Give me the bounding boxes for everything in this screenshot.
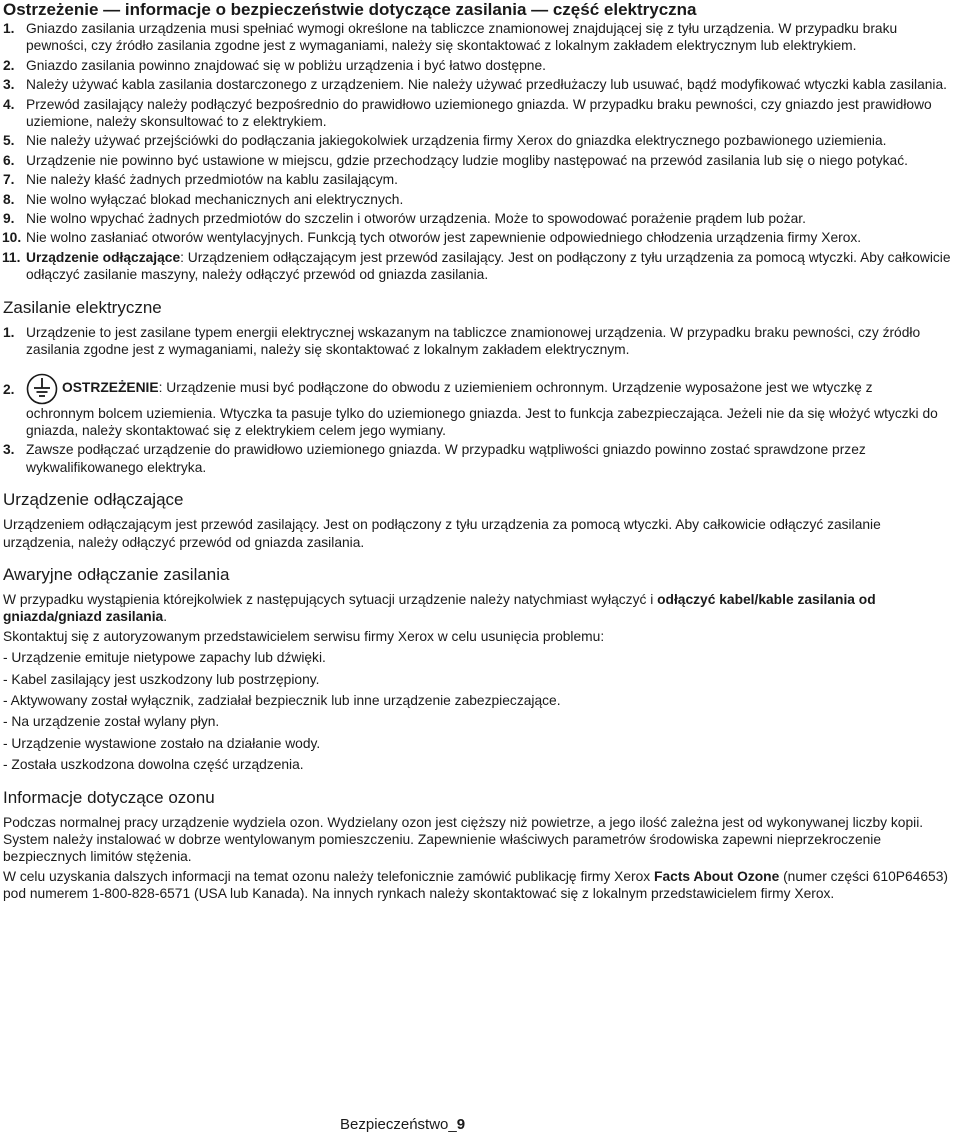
item-text: Należy używać kabla zasilania dostarczonego z urządzeniem. Nie należy używać przedłużaczy lub usuwać, bądź modyfikować wtyczki kabla zasilania.	[26, 77, 947, 93]
item-number: 5.	[3, 133, 15, 149]
item-number: 1.	[3, 324, 15, 340]
list-item: - Kabel zasilający jest uszkodzony lub postrzępiony.	[3, 671, 320, 687]
emergency-intro-text: W przypadku wystąpienia którejkolwiek z następujących sytuacji urządzenie należy natychmiast wyłączyć i	[3, 591, 658, 607]
list-item: - Aktywowany został wyłącznik, zadziałał bezpiecznik lub inne urządzenie zabezpieczające.	[3, 692, 561, 708]
section-heading-ozone: Informacje dotyczące ozonu	[3, 787, 215, 807]
ozone-text-end: (numer części 610P64653) pod numerem 1-800-828-6571 (USA lub Kanada). Na innych rynkach należy skontaktować się z lokalnym przedstawicielem firmy Xerox.	[3, 868, 948, 902]
list-item	[3, 96, 953, 131]
item-text: Urządzenie nie powinno być ustawione w miejscu, gdzie przechodzący ludzie mogliby następować na przewód zasilania lub się o niego potykać.	[26, 152, 908, 168]
item-number: 6.	[3, 152, 15, 168]
item-number: 11.	[2, 249, 21, 265]
emergency-list	[3, 649, 953, 773]
ozone-paragraph-2	[3, 868, 953, 903]
item-text-continued: ochronnym bolcem uziemienia. Wtyczka ta pasuje tylko do uziemionego gniazda. Jest to funkcja zabezpieczająca. Jeżeli nie da się włożyć wtyczki do gniazda, należy skontaktować się z elektrykiem celem jego wymiany.	[26, 405, 938, 438]
list-item	[3, 191, 953, 208]
item-text: : Urządzeniem odłączającym jest przewód zasilający. Jest on podłączony z tyłu urządzenia za pomocą wtyczki. Aby całkowicie odłączyć zasilanie maszyny, należy odłączyć przewód od gniazda zasilania.	[26, 249, 951, 283]
warning-label: OSTRZEŻENIE	[62, 379, 159, 395]
list-item	[3, 57, 953, 74]
item-number: 9.	[3, 211, 15, 227]
list-item	[3, 20, 953, 55]
item-text: Gniazdo zasilania urządzenia musi spełniać wymogi określone na tabliczce znamionowej znajdującej się z tyłu urządzenia. W przypadku braku pewności, czy źródło zasilania zgodne jest z wymaganiami, należy się skontaktować z lokalnym zakładem elektrycznym lub elektrykiem.	[26, 21, 898, 54]
warning-row	[26, 373, 953, 405]
list-item	[3, 373, 953, 440]
page-number: 9	[456, 1116, 466, 1133]
list-item	[3, 210, 953, 227]
emergency-intro-bold: odłączyć kabel/kable zasilania od gniazda/gniazd zasilania	[3, 591, 876, 625]
list-item: - Urządzenie emituje nietypowe zapachy lub dźwięki.	[3, 650, 326, 666]
item-text: Gniazdo zasilania powinno znajdować się w pobliżu urządzenia i być łatwo dostępne.	[26, 57, 546, 73]
item-bold-label: Urządzenie odłączające	[26, 249, 181, 265]
item-text: Urządzenie to jest zasilane typem energii elektrycznej wskazanym na tabliczce znamionowej urządzenia. W przypadku braku pewności, czy źródło zasilania zgodne jest z wymaganiami, należy się skontaktować z lokalnym zakładem elektrycznym.	[26, 324, 921, 358]
list-item	[3, 132, 953, 149]
item-number: 8.	[3, 191, 15, 207]
protective-earth-icon	[26, 373, 58, 405]
ozone-publication-title: Facts About Ozone	[654, 868, 780, 884]
item-number: 3.	[3, 442, 15, 458]
emergency-contact: Skontaktuj się z autoryzowanym przedstawicielem serwisu firmy Xerox w celu usunięcia problemu:	[3, 628, 605, 644]
item-number: 7.	[3, 172, 15, 188]
list-item: - Na urządzenie został wylany płyn.	[3, 714, 220, 730]
item-text: Przewód zasilający należy podłączyć bezpośrednio do prawidłowo uziemionego gniazda. W przypadku braku pewności, czy gniazdo jest prawidłowo uziemione, należy skonsultować to z elektrykiem.	[26, 96, 932, 130]
item-text: Nie wolno wpychać żadnych przedmiotów do szczelin i otworów urządzenia. Może to spowodować porażenie prądem lub pożar.	[26, 211, 806, 227]
item-text: Nie należy używać przejściówki do podłączania jakiegokolwiek urządzenia firmy Xerox do gniazdka elektrycznego pozbawionego uziemienia.	[26, 133, 887, 149]
footer-section: Bezpieczeństwo_	[340, 1116, 457, 1133]
list-item	[3, 229, 953, 246]
list-item: - Została uszkodzona dowolna część urządzenia.	[3, 757, 304, 773]
power-warnings-list	[3, 20, 953, 284]
item-text: Zawsze podłączać urządzenie do prawidłowo uziemionego gniazda. W przypadku wątpliwości gniazdo powinno zostać sprawdzone przez wykwalifikowanego elektryka.	[26, 442, 866, 475]
item-text: : Urządzenie musi być podłączone do obwodu z uziemieniem ochronnym. Urządzenie wyposażone jest we wtyczkę z	[158, 379, 873, 395]
page-title: Ostrzeżenie — informacje o bezpieczeństwie dotyczące zasilania — część elektryczna	[3, 0, 697, 19]
list-item	[3, 324, 953, 359]
item-number: 2.	[3, 57, 15, 73]
section-heading-disconnect: Urządzenie odłączające	[3, 490, 184, 510]
item-text: Nie należy kłaść żadnych przedmiotów na kablu zasilającym.	[26, 172, 398, 188]
list-item	[3, 441, 953, 476]
list-item: - Urządzenie wystawione zostało na działanie wody.	[3, 735, 321, 751]
list-item	[3, 152, 953, 169]
item-text: Nie wolno zasłaniać otworów wentylacyjnych. Funkcją tych otworów jest zapewnienie odpowiedniego chłodzenia urządzenia firmy Xerox.	[26, 230, 862, 246]
power-list	[3, 324, 953, 476]
item-number: 2.	[3, 381, 15, 397]
emergency-intro	[3, 591, 953, 626]
item-number: 4.	[3, 96, 15, 112]
warning-first-line	[62, 373, 873, 396]
list-item	[3, 249, 953, 284]
document-page	[3, 0, 953, 905]
list-item	[3, 76, 953, 93]
item-number: 3.	[3, 77, 15, 93]
item-number: 10.	[2, 230, 22, 246]
section-heading-power: Zasilanie elektryczne	[3, 297, 162, 317]
item-text: Nie wolno wyłączać blokad mechanicznych ani elektrycznych.	[26, 191, 404, 207]
disconnect-paragraph: Urządzeniem odłączającym jest przewód zasilający. Jest on podłączony z tyłu urządzenia za pomocą wtyczki. Aby całkowicie odłączyć zasilanie urządzenia, należy odłączyć przewód od gniazda zasilania.	[3, 517, 881, 550]
item-number: 1.	[3, 21, 15, 36]
page-footer	[340, 1116, 465, 1134]
section-heading-emergency: Awaryjne odłączanie zasilania	[3, 564, 230, 584]
ozone-text: W celu uzyskania dalszych informacji na temat ozonu należy telefonicznie zamówić publikację firmy Xerox	[3, 868, 655, 884]
list-item	[3, 171, 953, 188]
emergency-intro-end: .	[163, 609, 168, 625]
ozone-paragraph-1: Podczas normalnej pracy urządzenie wydziela ozon. Wydzielany ozon jest cięższy niż powietrze, a jego ilość zależna jest od wykonywanej liczby kopii. System należy instalować w dobrze wentylowanym pomieszczeniu. Zapewnienie właściwych parametrów środowiska zapewni nieprzekroczenie bezpiecznych limitów stężenia.	[3, 814, 924, 865]
